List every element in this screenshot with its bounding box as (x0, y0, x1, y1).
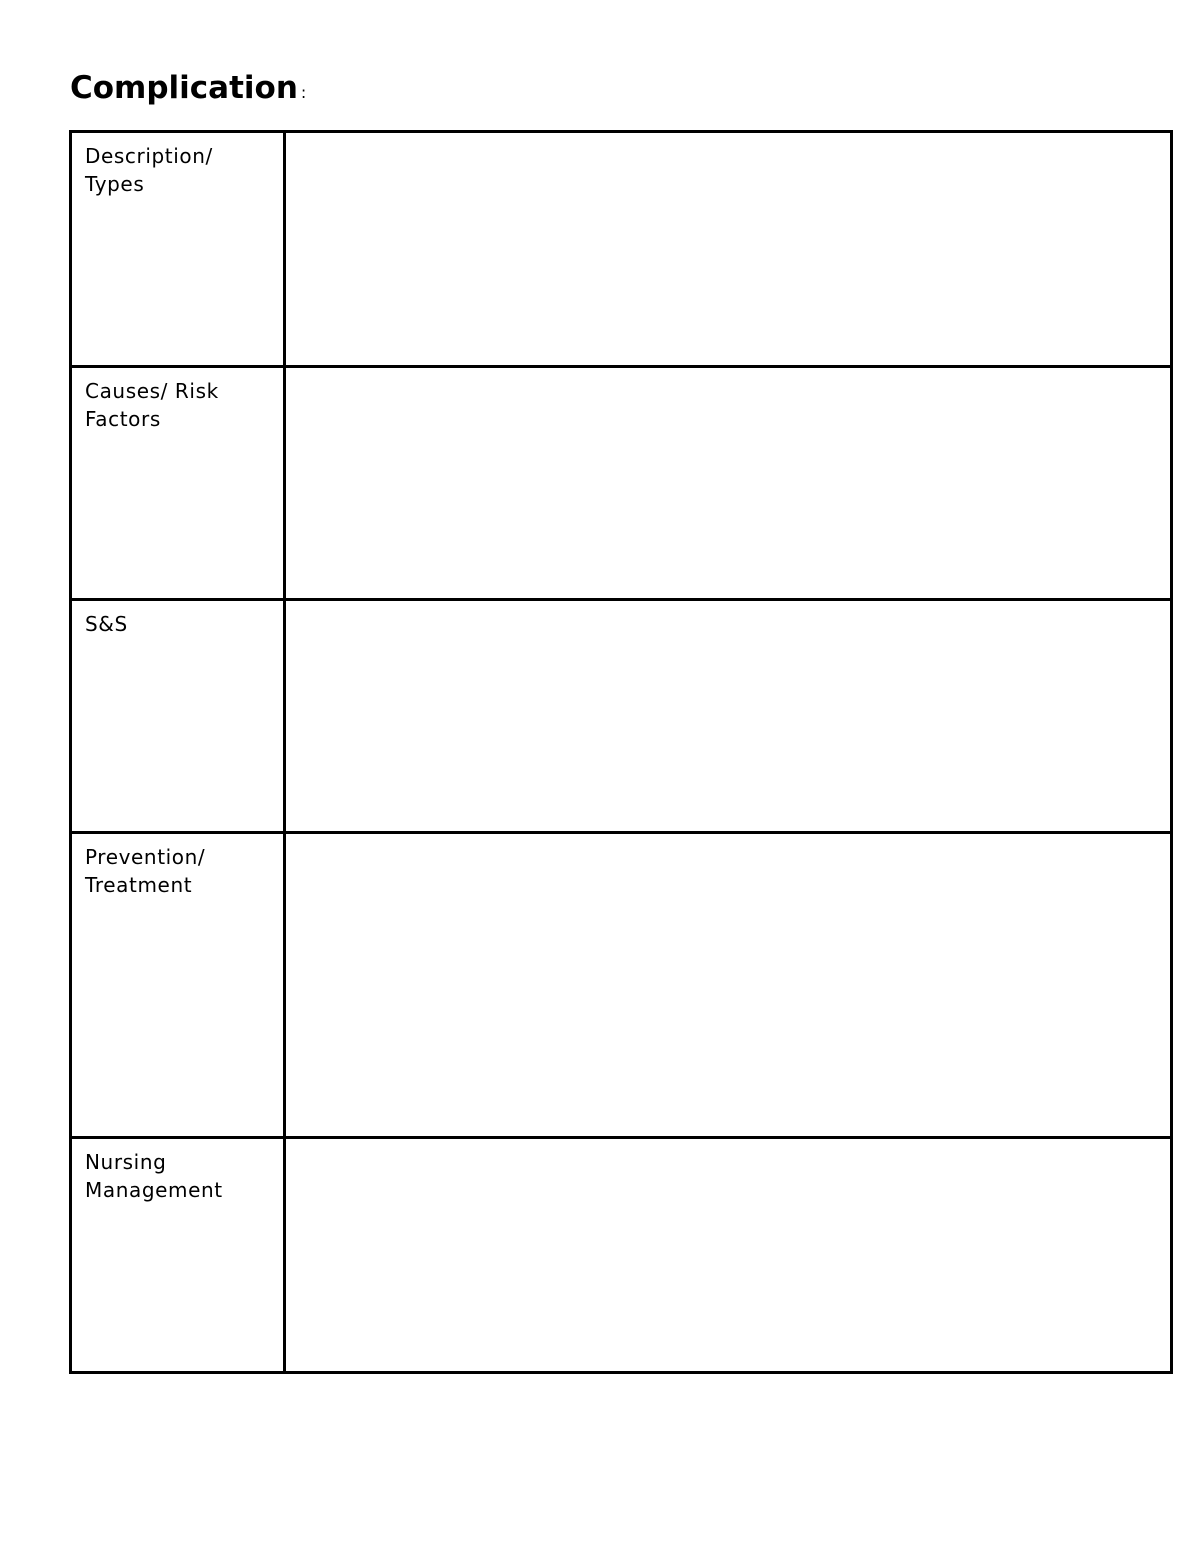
row-label-cell (71, 1138, 285, 1373)
row-label-description: Description/ Types (85, 144, 213, 196)
row-label-cell (71, 132, 285, 367)
table-row-description (71, 132, 1172, 367)
row-input-nursing[interactable] (285, 1138, 1172, 1373)
table-row-nursing (71, 1138, 1172, 1373)
row-input-signs-symptoms[interactable] (285, 600, 1172, 833)
row-label-cell (71, 600, 285, 833)
complication-table (69, 130, 1173, 1374)
row-input-causes[interactable] (285, 367, 1172, 600)
row-label-cell (71, 833, 285, 1138)
row-label-signs-symptoms: S&S (85, 612, 128, 636)
row-label-cell (71, 367, 285, 600)
page-title (70, 66, 306, 115)
page-title-text: Complication (70, 70, 298, 106)
page-title-colon: : (300, 83, 307, 102)
row-label-causes: Causes/ Risk Factors (85, 379, 219, 431)
row-label-prevention: Prevention/ Treatment (85, 845, 206, 897)
table-row-signs-symptoms (71, 600, 1172, 833)
row-input-prevention[interactable] (285, 833, 1172, 1138)
row-label-nursing: Nursing Management (85, 1150, 223, 1202)
row-input-description[interactable] (285, 132, 1172, 367)
table-row-causes (71, 367, 1172, 600)
table-row-prevention (71, 833, 1172, 1138)
